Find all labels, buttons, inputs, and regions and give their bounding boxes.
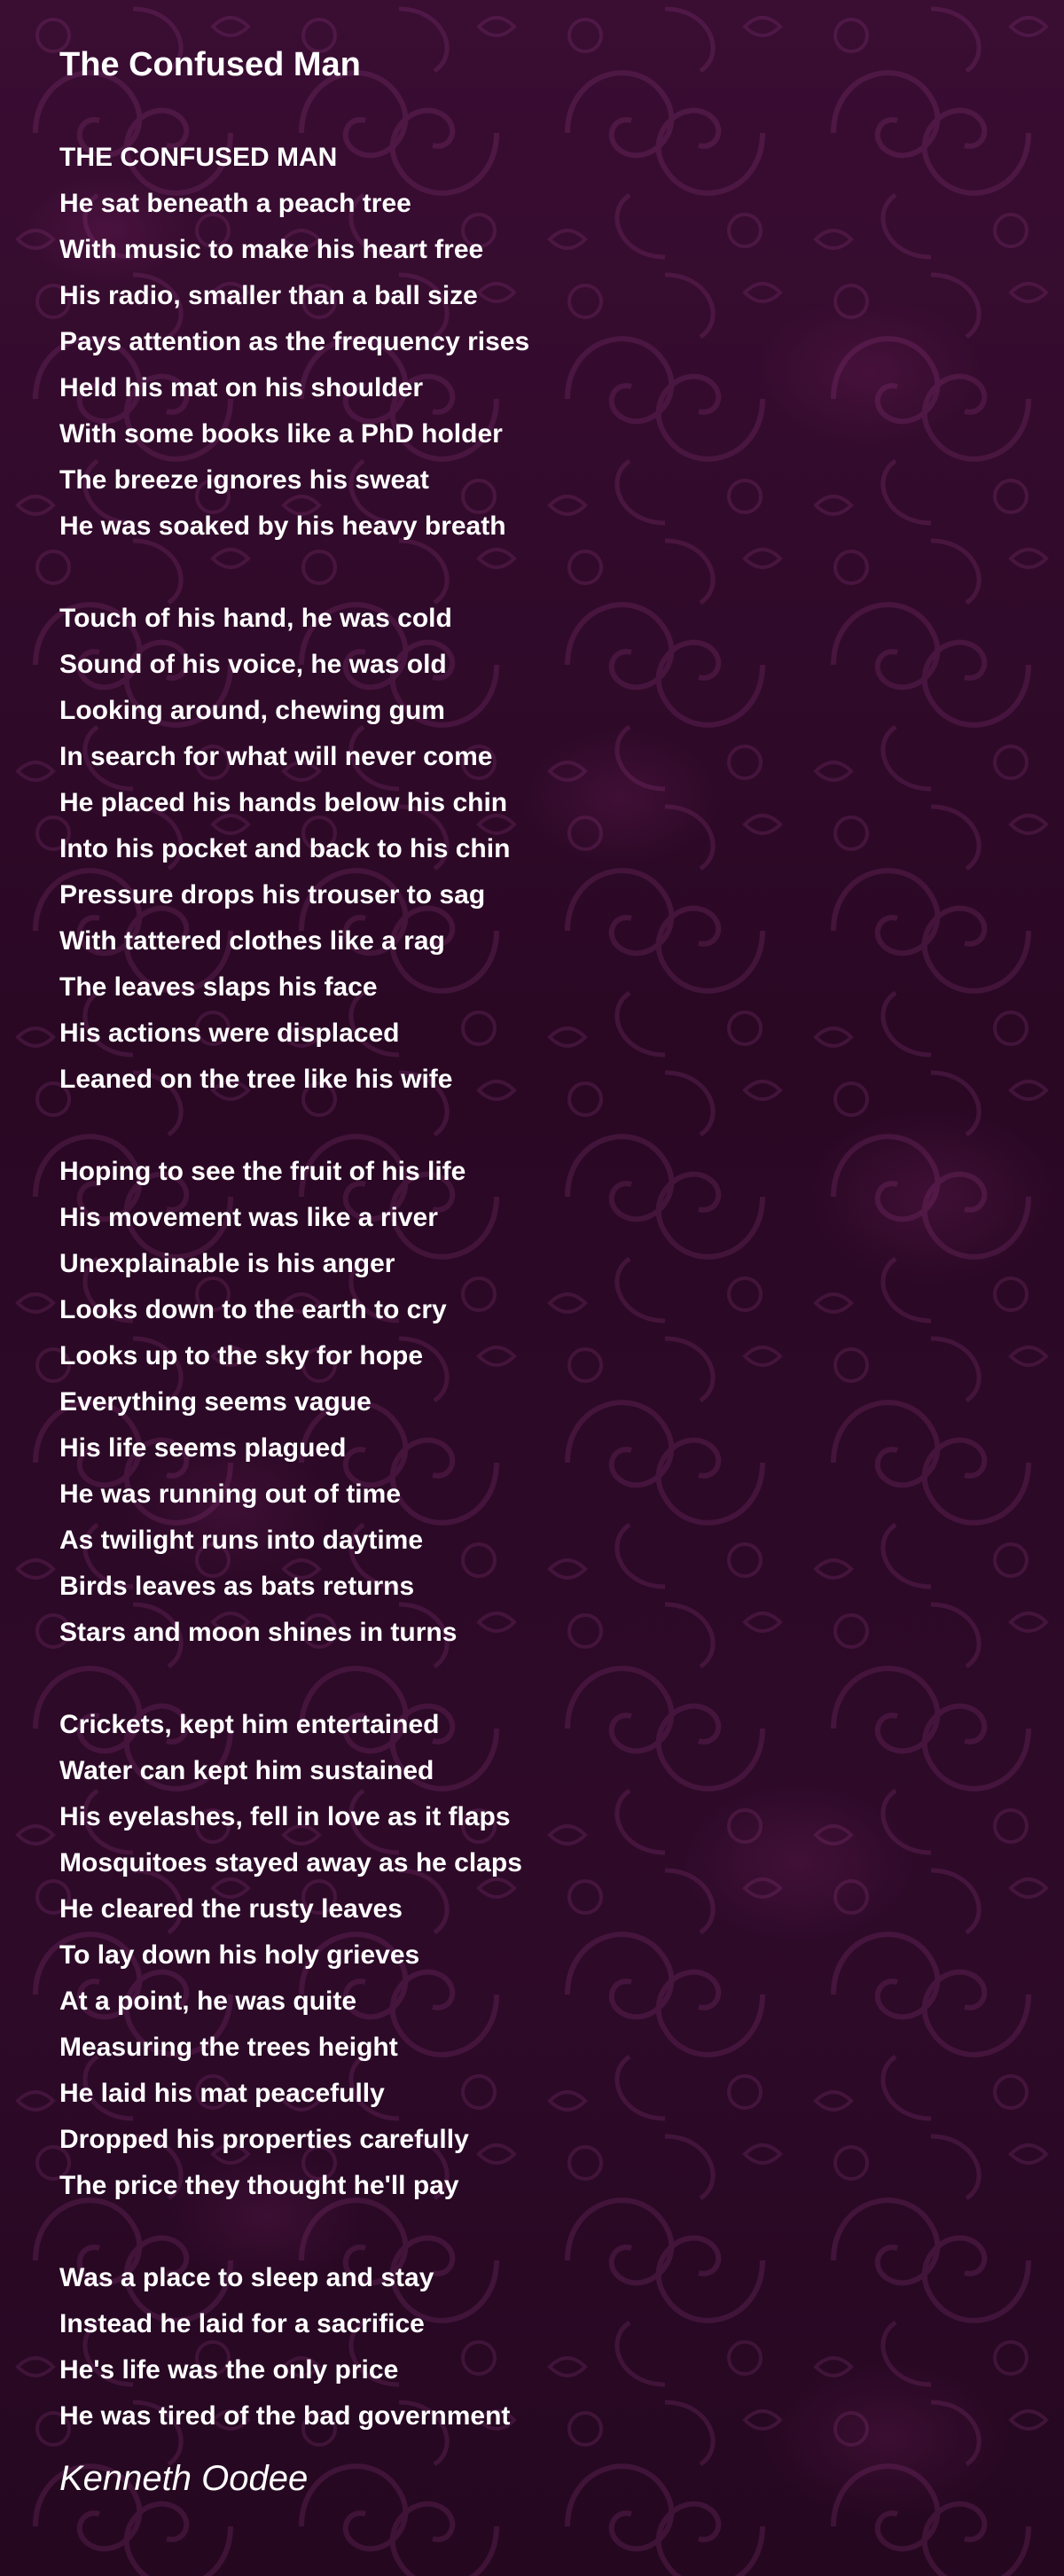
poem-line: With some books like a PhD holder <box>59 419 503 449</box>
poem-line: Looks down to the earth to cry <box>59 1295 447 1324</box>
poem-line: Sound of his voice, he was old <box>59 650 447 679</box>
poem-title: The Confused Man <box>59 46 361 83</box>
poem-line: As twilight runs into daytime <box>59 1526 424 1555</box>
poem-line: Unexplainable is his anger <box>59 1249 395 1278</box>
poem-heading: THE CONFUSED MAN <box>59 143 338 172</box>
poem-container <box>59 43 1017 2502</box>
poem-line: Birds leaves as bats returns <box>59 1572 415 1601</box>
stanza-4 <box>59 1702 1017 2209</box>
poem-line: His movement was like a river <box>59 1203 438 1232</box>
poem-line: The price they thought he'll pay <box>59 2171 459 2200</box>
poem-line: At a point, he was quite <box>59 1987 357 2016</box>
poem-line: Touch of his hand, he was cold <box>59 604 452 633</box>
poem-line: Into his pocket and back to his chin <box>59 834 511 863</box>
poem-line: Leaned on the tree like his wife <box>59 1065 453 1094</box>
poem-line: His actions were displaced <box>59 1019 400 1048</box>
poem-line: With music to make his heart free <box>59 235 484 264</box>
stanza-3 <box>59 1149 1017 1656</box>
poem-line: Looking around, chewing gum <box>59 696 445 725</box>
poem-line: Dropped his properties carefully <box>59 2125 469 2154</box>
poem-line: Was a place to sleep and stay <box>59 2263 434 2292</box>
poem-line: He was tired of the bad government <box>59 2401 511 2431</box>
poem-line: Mosquitoes stayed away as he claps <box>59 1848 522 1877</box>
poem-line: He cleared the rusty leaves <box>59 1894 403 1924</box>
poem-line: The breeze ignores his sweat <box>59 465 429 495</box>
poem-line: He placed his hands below his chin <box>59 788 508 817</box>
stanza-2 <box>59 596 1017 1103</box>
poem-line: His life seems plagued <box>59 1433 347 1463</box>
poem-line: The leaves slaps his face <box>59 972 378 1002</box>
poem-line: To lay down his holy grieves <box>59 1940 420 1970</box>
poem-line: Instead he laid for a sacrifice <box>59 2309 425 2338</box>
poem-line: Hoping to see the fruit of his life <box>59 1157 466 1186</box>
stanza-1 <box>59 181 1017 550</box>
poem-line: Held his mat on his shoulder <box>59 373 424 402</box>
poem-line: Measuring the trees height <box>59 2033 398 2062</box>
poem-line: Looks up to the sky for hope <box>59 1341 424 1370</box>
poem-line: He sat beneath a peach tree <box>59 189 411 218</box>
poem-line: With tattered clothes like a rag <box>59 926 445 956</box>
poem-line: In search for what will never come <box>59 742 493 771</box>
poem-line: He was soaked by his heavy breath <box>59 511 506 541</box>
poem-author: Kenneth Oodee <box>59 2459 309 2498</box>
poem-line: Crickets, kept him entertained <box>59 1710 440 1739</box>
poem-line: Stars and moon shines in turns <box>59 1618 458 1647</box>
poem-line: He laid his mat peacefully <box>59 2079 385 2108</box>
poem-line: Pays attention as the frequency rises <box>59 327 530 356</box>
stanza-5 <box>59 2255 1017 2439</box>
poem-line: Water can kept him sustained <box>59 1756 434 1785</box>
poem-line: His radio, smaller than a ball size <box>59 281 478 310</box>
poem-line: His eyelashes, fell in love as it flaps <box>59 1802 511 1831</box>
poem-line: Everything seems vague <box>59 1387 372 1417</box>
poem-line: Pressure drops his trouser to sag <box>59 880 486 909</box>
poem-line: He was running out of time <box>59 1479 402 1509</box>
poem-line: He's life was the only price <box>59 2355 399 2385</box>
